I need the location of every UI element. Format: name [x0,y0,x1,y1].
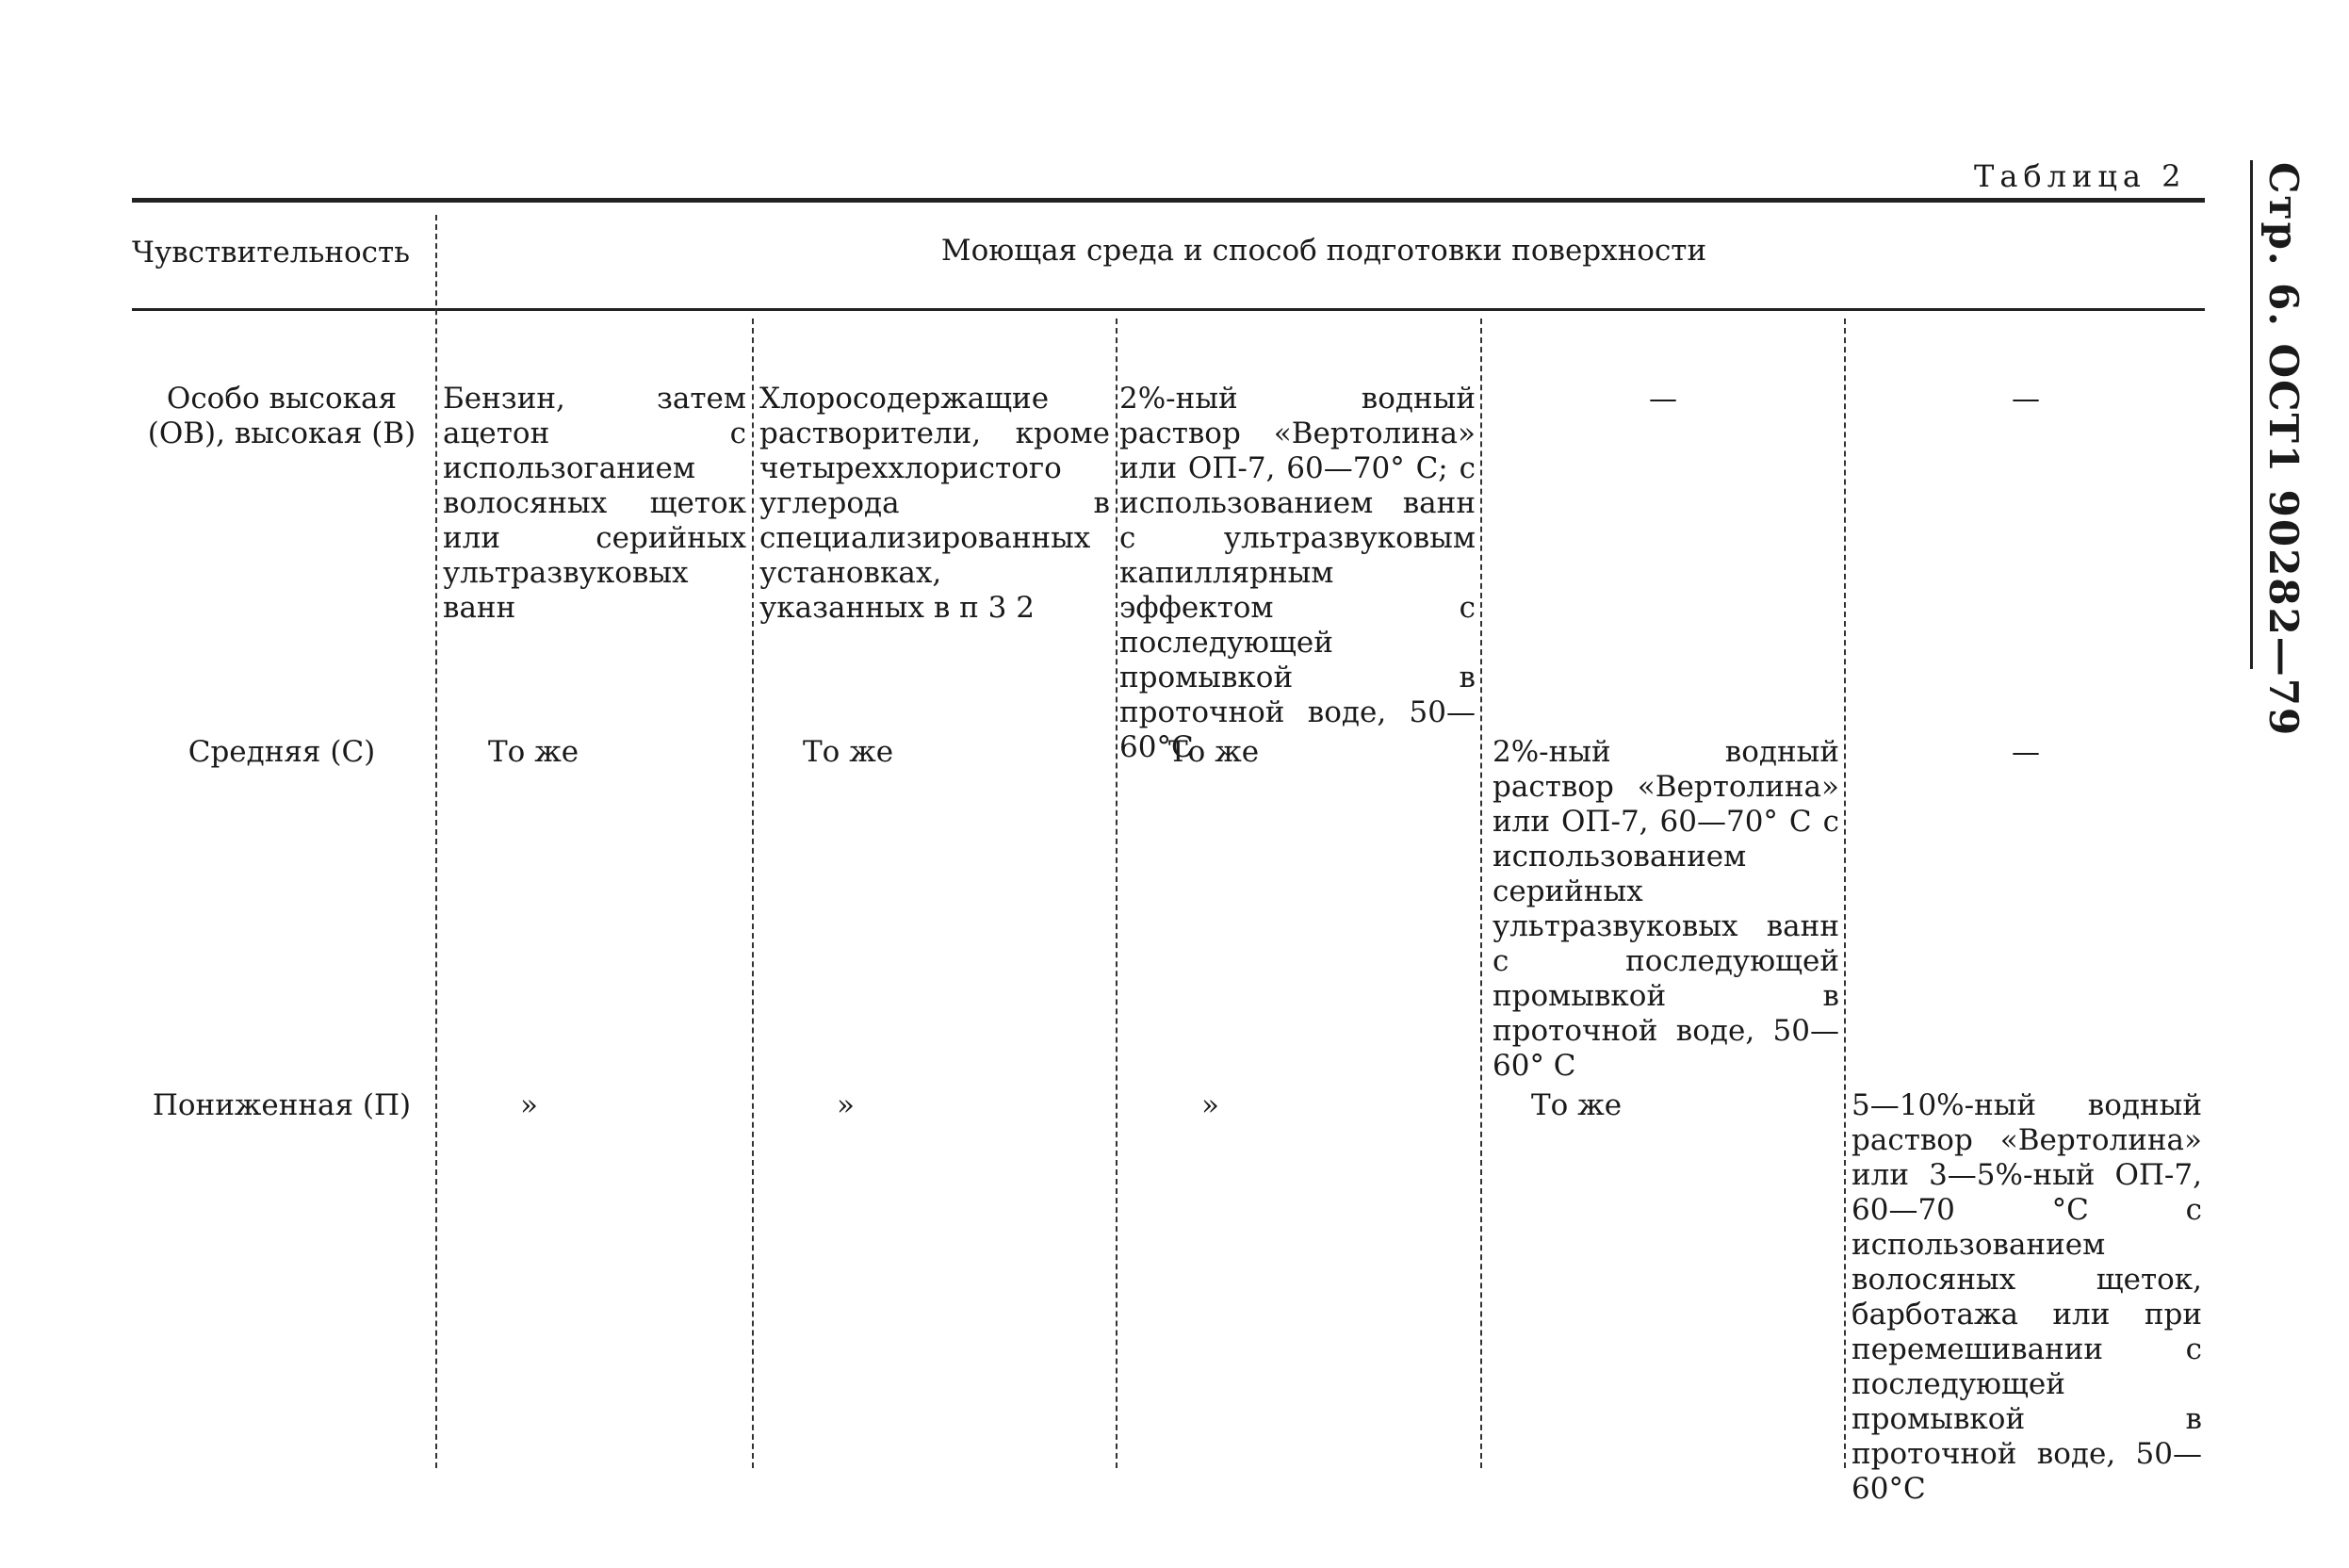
row1-col2: Хлоросодержащие растворители, кроме четыреххлористого углерода в специализированных установках, указанных в п 3 2 [759,382,1119,625]
col-separator-1 [435,215,437,1468]
table-caption: Таблица 2 [1974,158,2187,194]
table-top-rule [132,198,2205,203]
row3-col3: » [1201,1088,1219,1122]
row2-col5: — [2012,736,2040,769]
row1-col1: Бензин, затем ацетон с использоганием волосяных щеток или серийных ультразвуковых ванн [443,382,756,625]
row3-col1: » [520,1088,538,1122]
row2-col4: 2%-ный водный раствор «Вертолина» или ОП-7, 60—70° С с использованием серийных ультразвуковых ванн с последующей промывкой в проточной воде, 50—60° С [1493,735,1849,1083]
row3-sensitivity: Пониженная (П) [152,1088,412,1122]
row1-col3: 2%-ный водный раствор «Вертолина» или ОП-7, 60—70° С; с использованием ванн с ультразвуковым капиллярным эффектом с последующей промывкой в проточной воде, 50—60°С [1119,382,1485,764]
header-sensitivity: Чувствительность [132,236,411,270]
page-side-header: Стр. 6. ОСТ1 90282—79 [2260,162,2307,738]
row2-col2: То же [803,735,894,769]
row1-sensitivity: Особо высокая (ОВ), высокая (В) [147,382,416,450]
side-header-rule [2250,160,2253,669]
row1-col5: — [2012,383,2040,416]
header-washing-method: Моющая среда и способ подготовки поверхности [940,234,1707,268]
row2-sensitivity: Средняя (С) [188,735,376,769]
row2-col1: То же [488,735,579,769]
row3-col5: 5—10%-ный водный раствор «Вертолина» или 3—5%-ный ОП-7, 60—70 °С с использованием волосяных щеток, барботажа или при перемешивании с последующей промывкой в проточной воде, 50—60°С [1851,1088,2211,1506]
row3-col2: » [837,1088,855,1122]
row2-col3: То же [1168,735,1260,769]
col-separator-5 [1844,318,1846,1468]
row1-col4: — [1649,383,1677,416]
header-bottom-rule [132,308,2205,311]
row3-col4: То же [1531,1088,1623,1122]
